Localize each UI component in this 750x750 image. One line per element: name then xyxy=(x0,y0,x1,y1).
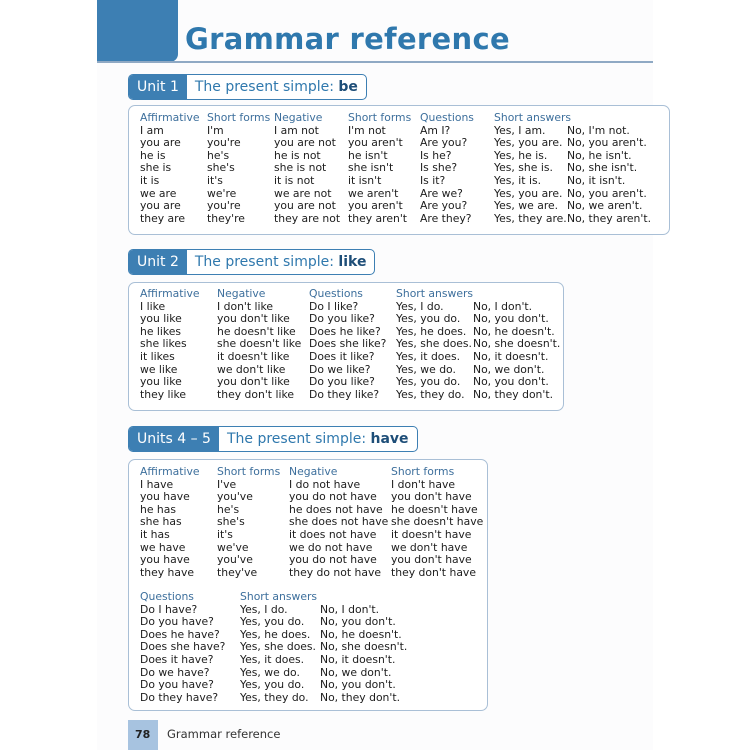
table-cell: Yes, she does. xyxy=(396,337,472,351)
table-cell: Do you like? xyxy=(309,375,375,389)
table-cell: Are you? xyxy=(420,136,468,150)
table-cell: you do not have xyxy=(289,553,377,567)
table-cell: Yes, we do. xyxy=(396,362,456,376)
table-cell: it likes xyxy=(140,349,175,363)
table-cell: he likes xyxy=(140,324,182,338)
unit-title xyxy=(219,427,417,451)
grammar-column xyxy=(207,112,270,225)
table-cell: you don't have xyxy=(391,490,472,504)
unit-label: Unit 1 xyxy=(129,75,187,99)
table-cell: Yes, you are. xyxy=(494,136,563,150)
table-cell: you are not xyxy=(274,136,336,150)
grammar-column xyxy=(217,288,301,401)
table-cell: you are xyxy=(140,199,181,213)
column-header: Questions xyxy=(140,590,194,603)
grammar-column xyxy=(289,466,388,579)
table-cell: we've xyxy=(217,540,249,554)
column-header xyxy=(320,591,407,604)
table-cell: Yes, she does. xyxy=(240,640,316,654)
table-cell: No, it isn't. xyxy=(567,173,626,187)
table-cell: we are not xyxy=(274,186,332,200)
table-cell: you do not have xyxy=(289,490,377,504)
unit-title-verb: be xyxy=(338,79,358,95)
table-cell: she doesn't like xyxy=(217,337,302,351)
column-header: Short forms xyxy=(217,465,281,478)
table-cell: I do not have xyxy=(289,477,361,491)
unit-4-5-header xyxy=(128,426,418,452)
table-cell: it doesn't like xyxy=(217,349,290,363)
table-cell: Yes, he does. xyxy=(396,324,467,338)
table-cell: I don't like xyxy=(217,299,274,313)
column-header: Short answers xyxy=(240,590,318,603)
table-cell: Yes, I do. xyxy=(240,602,288,616)
table-cell: No, he doesn't. xyxy=(473,324,555,338)
table-cell: it's xyxy=(217,527,233,541)
table-cell: Yes, she is. xyxy=(494,161,553,175)
table-cell: Yes, they do. xyxy=(396,387,465,401)
column-header xyxy=(567,112,651,125)
table-cell: you're xyxy=(207,136,241,150)
column-header: Short forms xyxy=(348,111,412,124)
table-cell: I'm not xyxy=(348,123,386,137)
column-header: Short answers xyxy=(494,111,572,124)
table-cell: No, you aren't. xyxy=(567,186,647,200)
table-cell: it is not xyxy=(274,173,315,187)
grammar-column xyxy=(494,112,571,225)
table-cell: they aren't xyxy=(348,211,408,225)
table-cell: he doesn't have xyxy=(391,502,478,516)
table-cell: they are xyxy=(140,211,186,225)
grammar-column xyxy=(567,112,651,225)
table-cell: I like xyxy=(140,299,166,313)
table-cell: Do I have? xyxy=(140,602,198,616)
table-cell: Is she? xyxy=(420,161,458,175)
column-header xyxy=(473,288,560,301)
page-number: 78 xyxy=(135,728,151,741)
grammar-column xyxy=(140,466,199,579)
table-cell: No, she doesn't. xyxy=(320,640,408,654)
table-cell: No, it doesn't. xyxy=(320,652,396,666)
table-cell: Are you? xyxy=(420,199,468,213)
table-cell: Does he have? xyxy=(140,627,220,641)
column-header: Affirmative xyxy=(140,111,200,124)
table-cell: I am xyxy=(140,123,164,137)
table-cell: Yes, they are. xyxy=(494,211,567,225)
table-cell: he is xyxy=(140,148,166,162)
table-cell: we like xyxy=(140,362,178,376)
table-cell: Do we have? xyxy=(140,665,210,679)
grammar-column xyxy=(320,591,407,704)
unit-title-prefix: The present simple: xyxy=(194,254,339,270)
table-cell: we have xyxy=(140,540,186,554)
table-cell: Is it? xyxy=(420,173,446,187)
table-cell: they don't have xyxy=(391,565,476,579)
unit-label: Units 4 – 5 xyxy=(129,427,219,451)
table-cell: she isn't xyxy=(348,161,394,175)
table-cell: they do not have xyxy=(289,565,382,579)
grammar-column xyxy=(140,591,225,704)
unit-label: Unit 2 xyxy=(129,250,187,274)
table-cell: No, they aren't. xyxy=(567,211,652,225)
table-cell: you've xyxy=(217,490,253,504)
table-cell: we don't like xyxy=(217,362,286,376)
table-cell: No, she doesn't. xyxy=(473,337,561,351)
column-header: Affirmative xyxy=(140,465,200,478)
table-cell: he does not have xyxy=(289,502,383,516)
corner-tab xyxy=(97,0,178,62)
table-cell: you aren't xyxy=(348,136,403,150)
table-cell: you have xyxy=(140,553,190,567)
table-cell: he is not xyxy=(274,148,321,162)
table-cell: they have xyxy=(140,565,195,579)
title-rule xyxy=(97,61,653,63)
grammar-column xyxy=(309,288,386,401)
table-cell: Yes, I am. xyxy=(494,123,546,137)
table-cell: Yes, it does. xyxy=(396,349,461,363)
table-cell: No, I don't. xyxy=(473,299,533,313)
table-cell: he doesn't like xyxy=(217,324,296,338)
table-cell: Do you have? xyxy=(140,615,214,629)
column-header: Questions xyxy=(309,287,363,300)
grammar-column xyxy=(391,466,483,579)
table-cell: No, they don't. xyxy=(320,690,401,704)
table-cell: it is xyxy=(140,173,160,187)
table-cell: No, it doesn't. xyxy=(473,349,549,363)
table-cell: you have xyxy=(140,490,190,504)
table-cell: Yes, you do. xyxy=(240,615,305,629)
column-header: Negative xyxy=(217,287,266,300)
table-cell: No, you don't. xyxy=(473,312,549,326)
table-cell: we do not have xyxy=(289,540,373,554)
table-cell: they like xyxy=(140,387,187,401)
table-cell: Yes, we do. xyxy=(240,665,300,679)
table-cell: No, you don't. xyxy=(320,615,396,629)
table-cell: she doesn't have xyxy=(391,515,484,529)
table-cell: you don't like xyxy=(217,375,290,389)
unit-title xyxy=(187,250,375,274)
footer-label: Grammar reference xyxy=(167,727,281,741)
grammar-column xyxy=(240,591,317,704)
table-cell: Does it like? xyxy=(309,349,375,363)
table-cell: you are not xyxy=(274,199,336,213)
table-cell: I've xyxy=(217,477,237,491)
grammar-column xyxy=(274,112,340,225)
table-cell: she's xyxy=(217,515,245,529)
table-cell: you've xyxy=(217,553,253,567)
grammar-column xyxy=(140,112,199,225)
table-cell: you are xyxy=(140,136,181,150)
table-cell: he isn't xyxy=(348,148,388,162)
column-header: Negative xyxy=(274,111,323,124)
table-cell: he has xyxy=(140,502,177,516)
table-cell: No, we don't. xyxy=(320,665,392,679)
table-cell: it does not have xyxy=(289,527,377,541)
unit-title-verb: like xyxy=(338,254,367,270)
table-cell: Yes, you do. xyxy=(396,375,461,389)
unit-title-verb: have xyxy=(370,431,409,447)
table-cell: he's xyxy=(217,502,240,516)
table-cell: you don't have xyxy=(391,553,472,567)
unit-2-header xyxy=(128,249,375,275)
table-cell: you aren't xyxy=(348,199,403,213)
table-cell: it isn't xyxy=(348,173,382,187)
table-cell: Do they have? xyxy=(140,690,219,704)
table-cell: you like xyxy=(140,375,182,389)
table-cell: you like xyxy=(140,312,182,326)
grammar-column xyxy=(217,466,280,579)
table-cell: you don't like xyxy=(217,312,290,326)
grammar-column xyxy=(140,288,199,401)
table-cell: it has xyxy=(140,527,170,541)
table-cell: No, he doesn't. xyxy=(320,627,402,641)
grammar-column xyxy=(420,112,474,225)
unit-title-prefix: The present simple: xyxy=(194,79,339,95)
table-cell: No, I don't. xyxy=(320,602,380,616)
unit-1-header xyxy=(128,74,367,100)
table-cell: Yes, you are. xyxy=(494,186,563,200)
table-cell: No, you aren't. xyxy=(567,136,647,150)
column-header: Short answers xyxy=(396,287,474,300)
table-cell: Yes, he is. xyxy=(494,148,548,162)
column-header: Questions xyxy=(420,111,474,124)
table-cell: he's xyxy=(207,148,230,162)
table-cell: Yes, you do. xyxy=(240,678,305,692)
grammar-column xyxy=(473,288,560,401)
table-cell: Are they? xyxy=(420,211,472,225)
table-cell: she likes xyxy=(140,337,187,351)
table-cell: Yes, I do. xyxy=(396,299,444,313)
table-cell: Are we? xyxy=(420,186,463,200)
grammar-column xyxy=(396,288,473,401)
table-cell: I don't have xyxy=(391,477,456,491)
column-header: Short forms xyxy=(391,465,455,478)
table-cell: Yes, they do. xyxy=(240,690,309,704)
table-cell: Yes, it does. xyxy=(240,652,305,666)
table-cell: it's xyxy=(207,173,223,187)
table-cell: Yes, he does. xyxy=(240,627,311,641)
table-cell: she has xyxy=(140,515,182,529)
table-cell: Does it have? xyxy=(140,652,214,666)
column-header: Affirmative xyxy=(140,287,200,300)
table-cell: I have xyxy=(140,477,174,491)
table-cell: No, he isn't. xyxy=(567,148,632,162)
table-cell: they don't like xyxy=(217,387,294,401)
table-cell: Do you have? xyxy=(140,678,214,692)
table-cell: she does not have xyxy=(289,515,389,529)
table-cell: Do I like? xyxy=(309,299,359,313)
table-cell: No, you don't. xyxy=(320,678,396,692)
table-cell: she's xyxy=(207,161,235,175)
table-cell: we don't have xyxy=(391,540,468,554)
table-cell: it doesn't have xyxy=(391,527,472,541)
column-header: Short forms xyxy=(207,111,271,124)
table-cell: they've xyxy=(217,565,258,579)
table-cell: No, I'm not. xyxy=(567,123,630,137)
table-cell: No, they don't. xyxy=(473,387,554,401)
table-cell: Yes, you do. xyxy=(396,312,461,326)
table-cell: No, we aren't. xyxy=(567,199,643,213)
table-cell: we aren't xyxy=(348,186,399,200)
table-cell: she is xyxy=(140,161,172,175)
table-cell: No, we don't. xyxy=(473,362,545,376)
table-cell: you're xyxy=(207,199,241,213)
table-cell: Does he like? xyxy=(309,324,381,338)
table-cell: Do you like? xyxy=(309,312,375,326)
table-cell: we are xyxy=(140,186,177,200)
table-cell: I am not xyxy=(274,123,319,137)
table-cell: Yes, we are. xyxy=(494,199,559,213)
table-cell: they're xyxy=(207,211,245,225)
table-cell: she is not xyxy=(274,161,327,175)
unit-title xyxy=(187,75,366,99)
table-cell: Do we like? xyxy=(309,362,371,376)
table-cell: we're xyxy=(207,186,237,200)
table-cell: Am I? xyxy=(420,123,451,137)
table-cell: Do they like? xyxy=(309,387,380,401)
table-cell: they are not xyxy=(274,211,341,225)
table-cell: Is he? xyxy=(420,148,452,162)
table-cell: Does she like? xyxy=(309,337,387,351)
grammar-column xyxy=(348,112,411,225)
table-cell: No, you don't. xyxy=(473,375,549,389)
page-title: Grammar reference xyxy=(185,22,510,56)
table-cell: Yes, it is. xyxy=(494,173,542,187)
table-cell: No, she isn't. xyxy=(567,161,638,175)
table-cell: I'm xyxy=(207,123,224,137)
unit-title-prefix: The present simple: xyxy=(226,431,371,447)
table-cell: Does she have? xyxy=(140,640,226,654)
column-header: Negative xyxy=(289,465,338,478)
